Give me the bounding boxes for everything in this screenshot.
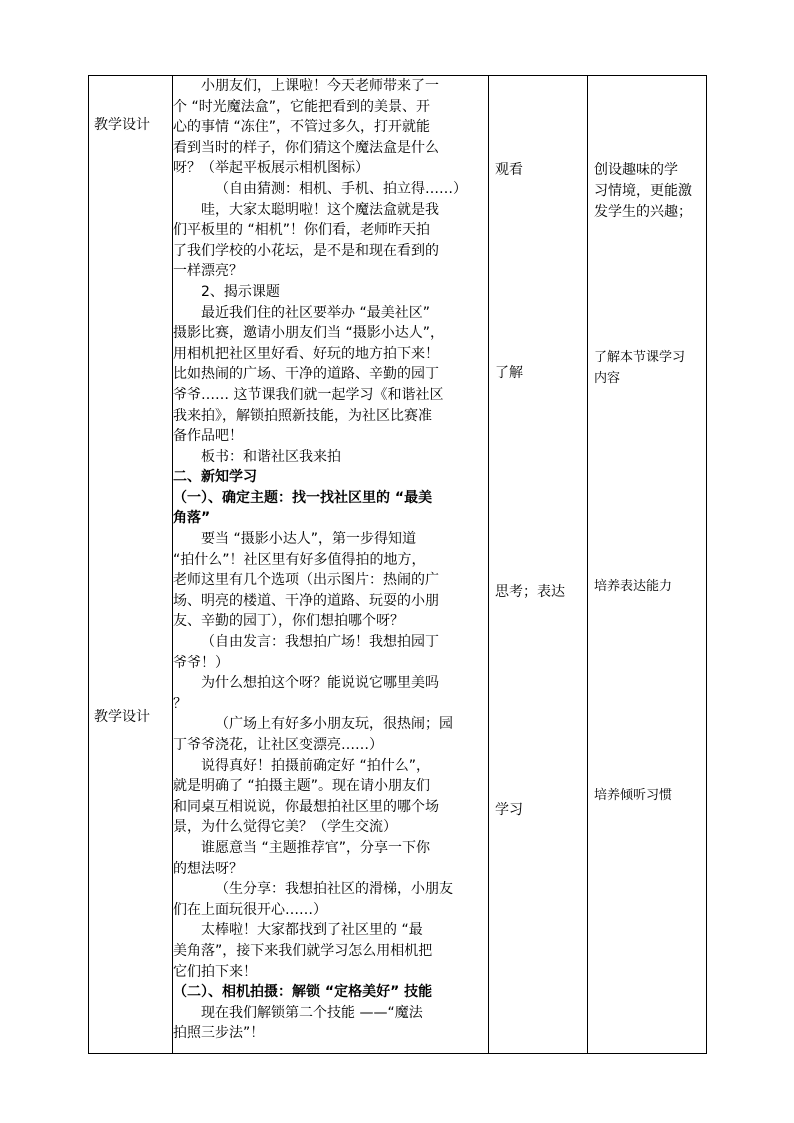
content-line: 它们拍下来！: [173, 963, 257, 980]
content-line: 看到当时的样子，你们猜这个魔法盒是什么: [173, 139, 439, 156]
content-line: 心的事情 “冻住”，不管过多久，打开就能: [173, 119, 430, 136]
content-line: 2、揭示课题: [201, 283, 280, 300]
content-line: 老师这里有几个选项（出示图片：热闹的广: [173, 572, 439, 589]
content-line: 爷爷…… 这节课我们就一起学习《和谐社区: [173, 386, 444, 403]
content-line: 美角落”，接下来我们就学习怎么用相机把: [173, 942, 433, 959]
content-line: 拍照三步法”！: [173, 1025, 265, 1042]
content-line: 备作品吧！: [173, 428, 243, 445]
content-line: （二）、相机拍摄：解锁 “定格美好” 技能: [173, 984, 433, 1001]
content-line: ？: [173, 695, 187, 712]
content-line: 摄影比赛，邀请小朋友们当 “摄影小达人”，: [173, 325, 444, 342]
content-line: 景，为什么觉得它美？（学生交流）: [173, 819, 397, 836]
content-line: （生分享：我想拍社区的滑梯，小朋友: [215, 881, 453, 898]
design-intent-1-line-3: 发学生的兴趣；: [594, 204, 692, 220]
design-intent-1: [594, 160, 704, 223]
content-line: 说得真好！拍摄前确定好 “拍什么”，: [201, 757, 430, 774]
design-intent-2-line-1: 了解本节课学习: [594, 350, 686, 365]
content-line: 最近我们住的社区要举办 “最美社区”: [201, 304, 430, 321]
content-line: 小朋友们，上课啦！今天老师带来了一: [201, 78, 439, 94]
section-label-top: 教学设计: [94, 117, 150, 133]
content-line: （广场上有好多小朋友玩，很热闹；园: [215, 716, 453, 733]
content-line: 现在我们解锁第二个技能 ——“魔法: [201, 1004, 423, 1021]
design-intent-2-line-2: 内容: [594, 371, 621, 386]
content-line: 哇，大家太聪明啦！这个魔法盒就是我: [201, 201, 439, 218]
content-line: 个 “时光魔法盒”，它能把看到的美景、开: [173, 98, 430, 115]
content-line: 为什么想拍这个呀？能说说它哪里美吗: [201, 675, 439, 692]
student-activity-think-express: 思考；表达: [495, 584, 565, 600]
content-line: （自由猜测：相机、手机、拍立得……）: [215, 180, 467, 197]
student-activity-learn: 学习: [495, 802, 523, 818]
content-line: 爷爷！）: [173, 654, 229, 671]
design-intent-2: [594, 347, 704, 389]
content-line: 要当 “摄影小达人”，第一步得知道: [201, 531, 416, 548]
content-line: 就是明确了 “拍摄主题”。现在请小朋友们: [173, 778, 430, 795]
content-line: 和同桌互相说说，你最想拍社区里的哪个场: [173, 798, 439, 815]
column-divider-2: [488, 76, 489, 1053]
content-line: 二、新知学习: [173, 469, 257, 486]
design-intent-1-line-1: 创设趣味的学: [594, 162, 678, 178]
content-line: 比如热闹的广场、干净的道路、辛勤的园丁: [173, 366, 439, 383]
content-line: 们平板里的 “相机”！你们看，老师昨天拍: [173, 222, 430, 239]
content-line: 场、明亮的楼道、干净的道路、玩耍的小朋: [173, 592, 439, 609]
content-line: 角落”: [173, 510, 211, 527]
content-line: 们在上面玩很开心……）: [173, 901, 327, 918]
column-divider-3: [587, 76, 588, 1053]
student-activity-watch: 观看: [495, 162, 523, 178]
content-line: 丁爷爷浇花，让社区变漂亮……）: [173, 737, 383, 753]
content-line: 谁愿意当 “主题推荐官”，分享一下你: [201, 839, 430, 856]
content-line: （一）、确定主题：找一找社区里的 “最美: [173, 489, 433, 506]
teaching-content-column: [173, 76, 486, 1044]
content-line: 板书：和谐社区我来拍: [201, 448, 341, 465]
student-activity-understand: 了解: [495, 365, 523, 381]
content-line: “拍什么”！社区里有好多值得拍的地方，: [173, 551, 426, 568]
content-line: （自由发言：我想拍广场！我想拍园丁: [201, 634, 439, 651]
content-line: 一样漂亮？: [173, 263, 243, 280]
content-line: 太棒啦！大家都找到了社区里的 “最: [201, 922, 423, 939]
content-line: 友、辛勤的园丁），你们想拍哪个呀？: [173, 613, 404, 630]
section-label-middle: 教学设计: [94, 709, 150, 725]
design-intent-3: 培养表达能力: [594, 579, 673, 594]
content-line: 呀？（举起平板展示相机图标）: [173, 160, 369, 177]
content-line: 了我们学校的小花坛，是不是和现在看到的: [173, 242, 439, 259]
content-line: 的想法呀？: [173, 860, 243, 877]
design-intent-4: 培养倾听习惯: [594, 788, 673, 803]
design-intent-1-line-2: 习情境，更能激: [594, 183, 692, 199]
content-line: 我来拍》，解锁拍照新技能，为社区比赛准: [173, 407, 432, 424]
content-line: 用相机把社区里好看、好玩的地方拍下来！: [173, 345, 439, 362]
